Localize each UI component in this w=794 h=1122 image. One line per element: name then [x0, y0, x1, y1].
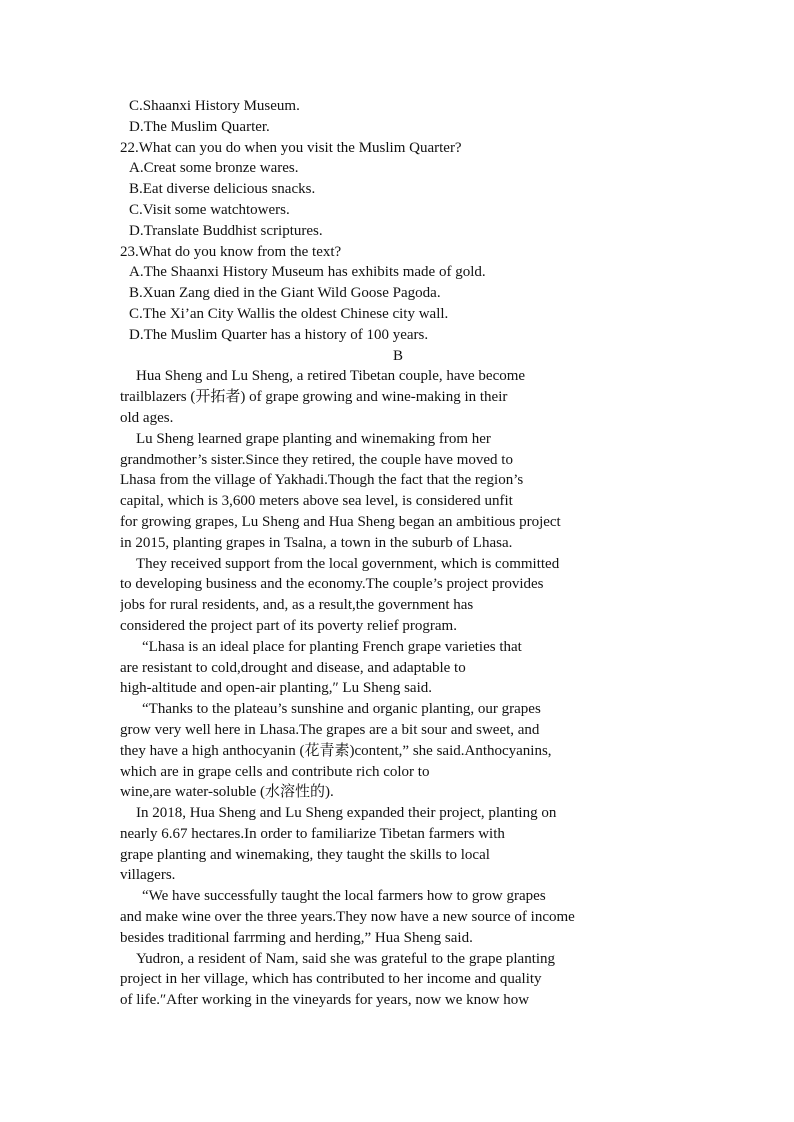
line-text: 22.What can you do when you visit the Muslim Quarter? — [120, 139, 462, 156]
text-line — [120, 221, 676, 242]
line-text: C.Shaanxi History Museum. — [129, 98, 300, 114]
text-line — [120, 741, 676, 762]
line-text: grandmother’s sister.Since they retired, the couple have moved to — [120, 451, 513, 468]
line-text: D.The Muslim Quarter has a history of 100 years. — [129, 326, 429, 343]
line-text: wine,are water-soluble (水溶性的). — [120, 784, 334, 801]
text-line — [120, 762, 676, 783]
line-text: A.The Shaanxi History Museum has exhibits made of gold. — [129, 264, 486, 281]
text-line — [120, 470, 676, 491]
text-line — [120, 907, 676, 928]
line-text: considered the project part of its poverty relief program. — [120, 617, 457, 634]
text-line — [120, 886, 676, 907]
line-text: B.Xuan Zang died in the Giant Wild Goose Pagoda. — [129, 285, 441, 302]
text-line — [120, 138, 676, 159]
text-line — [120, 637, 676, 658]
text-line — [120, 117, 676, 138]
text-line — [120, 845, 676, 866]
line-text: Yudron, a resident of Nam, said she was grateful to the grape planting — [136, 950, 556, 967]
line-text: D.The Muslim Quarter. — [129, 118, 270, 135]
line-text: grape planting and winemaking, they taught the skills to local — [120, 846, 490, 863]
line-text: to developing business and the economy.The couple’s project provides — [120, 576, 544, 593]
text-line — [120, 304, 676, 325]
line-text: in 2015, planting grapes in Tsalna, a town in the suburb of Lhasa. — [120, 534, 513, 551]
line-text: D.Translate Buddhist scriptures. — [129, 222, 323, 239]
line-text: A.Creat some bronze wares. — [129, 160, 299, 177]
line-text: 23.What do you know from the text? — [120, 243, 342, 260]
text-line — [120, 803, 676, 824]
text-line — [120, 242, 676, 263]
line-text: “Thanks to the plateau’s sunshine and organic planting, our grapes — [142, 701, 541, 718]
line-text: “Lhasa is an ideal place for planting French grape varieties that — [142, 638, 522, 655]
line-text: nearly 6.67 hectares.In order to familiarize Tibetan farmers with — [120, 825, 505, 842]
text-line — [120, 782, 676, 803]
text-line — [120, 325, 676, 346]
text-line — [120, 595, 676, 616]
line-text: C.Visit some watchtowers. — [129, 201, 290, 218]
line-text: of life.″After working in the vineyards for years, now we know how — [120, 992, 530, 1009]
text-line — [120, 512, 676, 533]
line-text: besides traditional farrming and herding,” Hua Sheng said. — [120, 929, 473, 946]
text-line — [120, 96, 676, 117]
line-text: for growing grapes, Lu Sheng and Hua Sheng began an ambitious project — [120, 513, 561, 530]
text-line — [120, 574, 676, 595]
line-text: Lu Sheng learned grape planting and winemaking from her — [136, 430, 491, 447]
section-heading — [120, 346, 676, 367]
line-text: In 2018, Hua Sheng and Lu Sheng expanded their project, planting on — [136, 805, 557, 822]
line-text: “We have successfully taught the local farmers how to grow grapes — [142, 888, 546, 905]
text-line — [120, 429, 676, 450]
text-line — [120, 699, 676, 720]
text-line — [120, 366, 676, 387]
line-text: capital, which is 3,600 meters above sea level, is considered unfit — [120, 493, 513, 510]
text-line — [120, 658, 676, 679]
text-line — [120, 554, 676, 575]
text-line — [120, 678, 676, 699]
text-line — [120, 179, 676, 200]
text-line — [120, 387, 676, 408]
line-text: trailblazers (开拓者) of grape growing and wine-making in their — [120, 389, 508, 406]
text-line — [120, 283, 676, 304]
text-line — [120, 720, 676, 741]
line-text: C.The Xi’an City Wallis the oldest Chinese city wall. — [129, 305, 449, 322]
text-line — [120, 491, 676, 512]
line-text: project in her village, which has contributed to her income and quality — [120, 971, 542, 988]
line-text: high-altitude and open-air planting,″ Lu Sheng said. — [120, 680, 433, 697]
text-line — [120, 158, 676, 179]
line-text: B.Eat diverse delicious snacks. — [129, 181, 316, 198]
line-text: B — [392, 347, 403, 364]
line-text: grow very well here in Lhasa.The grapes are a bit sour and sweet, and — [120, 721, 540, 738]
line-text: old ages. — [120, 409, 174, 426]
text-line — [120, 450, 676, 471]
line-text: they have a high anthocyanin (花青素)content,” she said.Anthocyanins, — [120, 742, 552, 759]
text-line — [120, 949, 676, 970]
document-body — [120, 96, 676, 1011]
text-line — [120, 533, 676, 554]
line-text: are resistant to cold,drought and disease, and adaptable to — [120, 659, 466, 676]
text-line — [120, 865, 676, 886]
line-text: Hua Sheng and Lu Sheng, a retired Tibetan couple, have become — [136, 368, 526, 385]
text-line — [120, 928, 676, 949]
line-text: which are in grape cells and contribute rich color to — [120, 763, 430, 780]
text-line — [120, 200, 676, 221]
line-text: Lhasa from the village of Yakhadi.Though the fact that the region’s — [120, 472, 524, 489]
line-text: villagers. — [120, 867, 176, 884]
line-text: They received support from the local government, which is committed — [136, 555, 560, 572]
text-line — [120, 969, 676, 990]
line-text: jobs for rural residents, and, as a result,the government has — [120, 597, 474, 614]
line-text: and make wine over the three years.They now have a new source of income — [120, 909, 575, 926]
text-line — [120, 262, 676, 283]
text-line — [120, 408, 676, 429]
text-line — [120, 824, 676, 845]
text-line — [120, 616, 676, 637]
text-line — [120, 990, 676, 1011]
